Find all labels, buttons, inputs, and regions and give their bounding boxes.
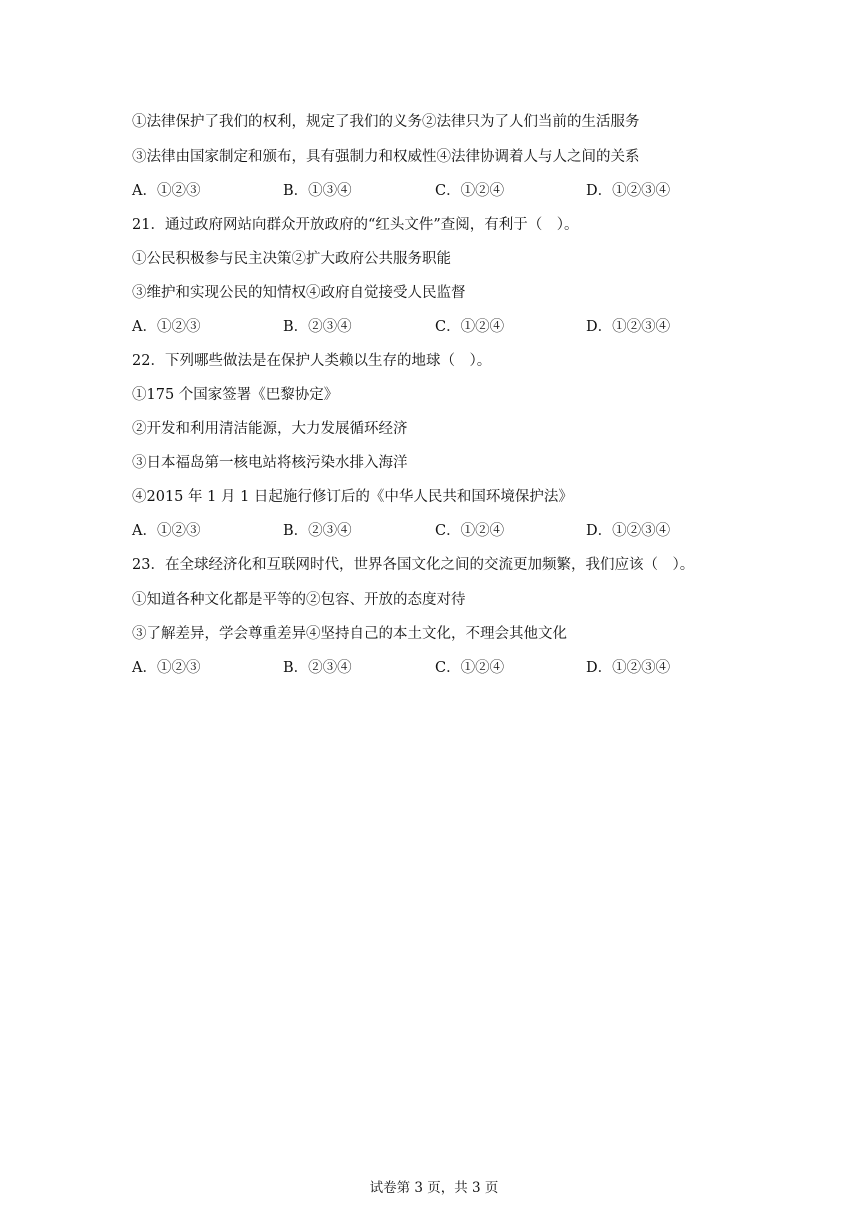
q22-question: 22．下列哪些做法是在保护人类赖以生存的地球（ ）。	[132, 353, 492, 369]
q22-option-b: B．②③④	[283, 523, 352, 539]
q22-option-d: D．①②③④	[586, 523, 671, 539]
q22-statement-3: ③日本福岛第一核电站将核污染水排入海洋	[132, 455, 408, 471]
q23-option-c: C．①②④	[435, 660, 505, 676]
q23-question: 23．在全球经济化和互联网时代，世界各国文化之间的交流更加频繁，我们应该（ ）。	[132, 557, 695, 573]
q23-statement-1: ①知道各种文化都是平等的②包容、开放的态度对待	[132, 592, 466, 608]
q20-option-c: C．①②④	[435, 183, 505, 199]
page-footer: 试卷第 3 页，共 3 页	[369, 1180, 499, 1196]
q22-statement-2: ②开发和利用清洁能源，大力发展循环经济	[132, 421, 408, 437]
q23-option-d: D．①②③④	[586, 660, 671, 676]
q21-question: 21．通过政府网站向群众开放政府的“红头文件”查阅，有利于（ ）。	[132, 217, 579, 233]
q20-statement-2: ③法律由国家制定和颁布，具有强制力和权威性④法律协调着人与人之间的关系	[132, 149, 640, 165]
q20-option-a: A．①②③	[132, 183, 201, 199]
q20-option-d: D．①②③④	[586, 183, 671, 199]
q21-option-d: D．①②③④	[586, 319, 671, 335]
q22-statement-1: ①175 个国家签署《巴黎协定》	[132, 387, 339, 403]
q23-statement-2: ③了解差异，学会尊重差异④坚持自己的本土文化，不理会其他文化	[132, 626, 567, 642]
q22-option-c: C．①②④	[435, 523, 505, 539]
q20-option-b: B．①③④	[283, 183, 352, 199]
q21-option-b: B．②③④	[283, 319, 352, 335]
q21-option-a: A．①②③	[132, 319, 201, 335]
q23-option-b: B．②③④	[283, 660, 352, 676]
q20-statement-1: ①法律保护了我们的权利，规定了我们的义务②法律只为了人们当前的生活服务	[132, 114, 640, 130]
q21-statement-1: ①公民积极参与民主决策②扩大政府公共服务职能	[132, 251, 451, 267]
q21-statement-2: ③维护和实现公民的知情权④政府自觉接受人民监督	[132, 285, 466, 301]
q21-option-c: C．①②④	[435, 319, 505, 335]
q23-option-a: A．①②③	[132, 660, 201, 676]
q22-statement-4: ④2015 年 1 月 1 日起施行修订后的《中华人民共和国环境保护法》	[132, 489, 573, 505]
q22-option-a: A．①②③	[132, 523, 201, 539]
